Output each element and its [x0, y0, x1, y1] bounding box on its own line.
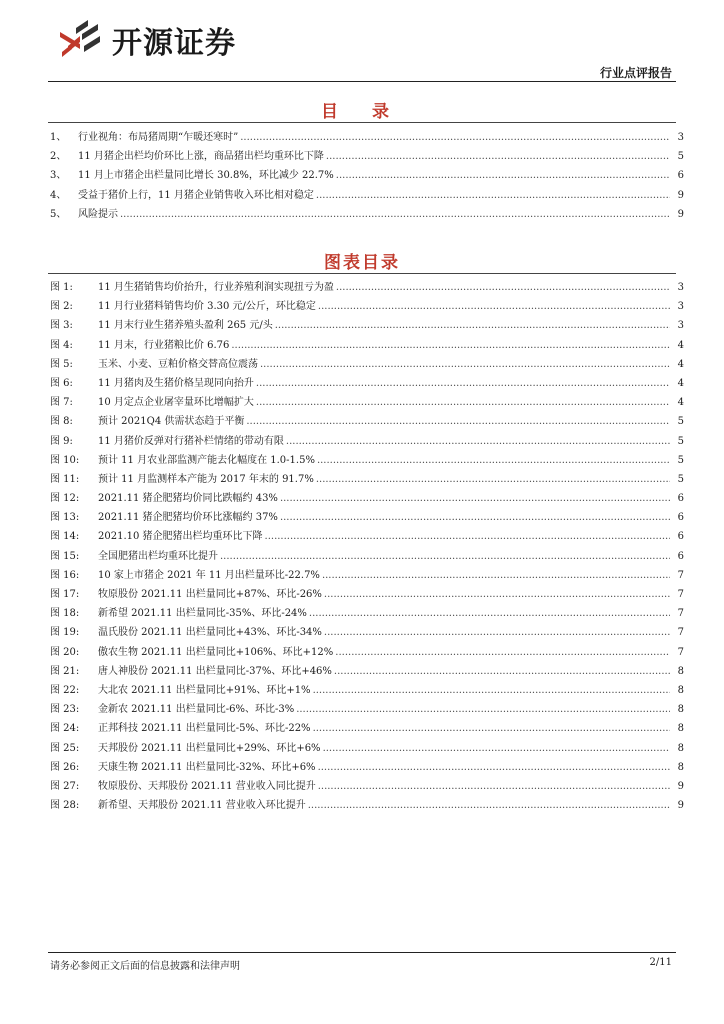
figure-entry[interactable] [50, 451, 684, 470]
figure-entry-page: 9 [677, 800, 684, 812]
figure-entry-number: 图 28: [50, 800, 80, 812]
figure-entry-number: 图 24: [50, 723, 80, 735]
figures-heading-divider [48, 273, 676, 274]
figures-heading: 图表目录 [324, 253, 400, 273]
figure-entry-leader-dots [318, 301, 670, 312]
figure-entry-page: 4 [677, 358, 684, 370]
figure-entry-page: 3 [677, 282, 684, 293]
figure-entry-page: 5 [677, 435, 684, 447]
figure-entry[interactable] [50, 527, 684, 546]
toc-entry-leader-dots [240, 132, 670, 143]
figure-entry-title: 10 月定点企业屠宰量环比增幅扩大 [98, 397, 254, 409]
figure-entry-number: 图 27: [50, 780, 80, 792]
figure-entry-number: 图 14: [50, 531, 80, 543]
figure-entry-title: 正邦科技 2021.11 出栏量同比-5%、环比-22% [98, 723, 311, 735]
figure-entry-page: 7 [677, 569, 684, 581]
toc-entry-page: 3 [677, 132, 684, 143]
figure-entry[interactable] [50, 393, 684, 412]
figure-entry-number: 图 17: [50, 589, 80, 600]
figure-entry-number: 图 12: [50, 493, 80, 505]
figure-entry[interactable] [50, 604, 684, 623]
figure-entry-number: 图 7: [50, 397, 73, 409]
company-logo-icon [58, 18, 104, 62]
figure-entry-title: 10 家上市猪企 2021 年 11 月出栏量环比-22.7% [98, 569, 320, 581]
figure-entry-page: 7 [677, 608, 684, 620]
figure-entry-number: 图 5: [50, 358, 73, 370]
figure-entry-page: 5 [677, 416, 684, 428]
figure-entry-page: 8 [677, 665, 684, 677]
figure-entry[interactable] [50, 374, 684, 393]
figure-entry-title: 大北农 2021.11 出栏量同比+91%、环比+1% [98, 684, 311, 696]
figure-entry-leader-dots [260, 359, 670, 370]
figure-entry-leader-dots [280, 512, 670, 523]
figure-entry[interactable] [50, 623, 684, 642]
figure-entry-page: 9 [677, 780, 684, 792]
toc-heading-divider [48, 122, 676, 123]
figure-entry-page: 4 [677, 377, 684, 389]
figure-entry-number: 图 1: [50, 282, 73, 293]
toc-entry-title: 11 月上市猪企出栏量同比增长 30.8%，环比减少 22.7% [78, 170, 334, 182]
figure-entry-page: 8 [677, 761, 684, 773]
figure-entry[interactable] [50, 585, 684, 604]
figure-entry-page: 5 [677, 473, 684, 485]
figure-entry-leader-dots [265, 531, 670, 542]
figures-list [50, 278, 684, 815]
toc-entry-leader-dots [326, 151, 670, 162]
figure-entry[interactable] [50, 777, 684, 796]
toc-entry[interactable] [50, 166, 684, 185]
figure-entry-leader-dots [286, 436, 670, 447]
figure-entry-number: 图 21: [50, 665, 80, 677]
toc-entry-number: 2、 [50, 151, 67, 163]
figure-entry-number: 图 11: [50, 473, 80, 485]
toc-list [50, 128, 684, 224]
figure-entry-page: 8 [677, 704, 684, 716]
figure-entry-title: 11 月末行业生猪养殖头盈利 265 元/头 [98, 320, 273, 332]
figure-entry[interactable] [50, 336, 684, 355]
figure-entry-number: 图 9: [50, 435, 73, 447]
figure-entry-leader-dots [220, 551, 670, 562]
figure-entry[interactable] [50, 681, 684, 700]
toc-entry-page: 9 [677, 208, 684, 220]
toc-entry-title: 11 月猪企出栏均价环比上涨，商品猪出栏均重环比下降 [78, 151, 324, 163]
figure-entry-title: 牧原股份、天邦股份 2021.11 营业收入同比提升 [98, 780, 316, 792]
figure-entry[interactable] [50, 316, 684, 335]
figure-entry[interactable] [50, 278, 684, 297]
figure-entry-page: 8 [677, 684, 684, 696]
figure-entry[interactable] [50, 758, 684, 777]
figure-entry-page: 5 [677, 454, 684, 466]
figure-entry[interactable] [50, 489, 684, 508]
toc-entry[interactable] [50, 147, 684, 166]
figure-entry-leader-dots [246, 416, 670, 427]
figure-entry-leader-dots [313, 723, 670, 734]
toc-entry-leader-dots [336, 170, 670, 181]
toc-entry-title: 行业视角：布局猪周期“乍暖还寒时” [78, 132, 239, 143]
figure-entry-title: 温氏股份 2021.11 出栏量同比+43%、环比-34% [98, 627, 322, 639]
figure-entry-leader-dots [280, 493, 670, 504]
figure-entry[interactable] [50, 508, 684, 527]
figure-entry[interactable] [50, 355, 684, 374]
figure-entry-number: 图 18: [50, 608, 80, 620]
figure-entry[interactable] [50, 796, 684, 815]
figure-entry-page: 6 [677, 531, 684, 543]
toc-entry-page: 5 [677, 151, 684, 163]
figure-entry-leader-dots [256, 378, 670, 389]
toc-entry-leader-dots [120, 209, 670, 220]
figure-entry[interactable] [50, 700, 684, 719]
figure-entry[interactable] [50, 412, 684, 431]
toc-entry-title: 风险提示 [78, 208, 118, 220]
figure-entry-title: 天邦股份 2021.11 出栏量同比+29%、环比+6% [98, 742, 321, 754]
figure-entry-leader-dots [313, 685, 670, 696]
header-divider [48, 81, 676, 82]
figure-entry-page: 6 [677, 493, 684, 505]
figure-entry-leader-dots [308, 800, 670, 811]
figure-entry-number: 图 16: [50, 569, 80, 581]
figure-entry-title: 预计 2021Q4 供需状态趋于平衡 [98, 416, 245, 428]
figure-entry-leader-dots [336, 282, 670, 293]
figure-entry-title: 新希望 2021.11 出栏量同比-35%、环比-24% [98, 608, 307, 620]
figure-entry-page: 6 [677, 512, 684, 524]
figure-entry-title: 预计 11 月监测样本产能为 2017 年末的 91.7% [98, 473, 314, 485]
figure-entry-title: 11 月末，行业猪粮比价 6.76 [98, 339, 230, 351]
figure-entry-leader-dots [324, 627, 670, 638]
figure-entry-title: 牧原股份 2021.11 出栏量同比+87%、环比-26% [98, 589, 322, 600]
figure-entry-page: 3 [677, 320, 684, 332]
figure-entry-number: 图 6: [50, 377, 73, 389]
toc-entry-number: 1、 [50, 132, 67, 143]
toc-entry-number: 4、 [50, 189, 67, 201]
figure-entry-number: 图 8: [50, 416, 73, 428]
figure-entry-title: 新希望、天邦股份 2021.11 营业收入环比提升 [98, 800, 306, 812]
figure-entry[interactable] [50, 643, 684, 662]
figure-entry[interactable] [50, 297, 684, 316]
figure-entry-number: 图 2: [50, 301, 73, 313]
figure-entry-page: 4 [677, 339, 684, 351]
figure-entry[interactable] [50, 719, 684, 738]
figure-entry-leader-dots [309, 608, 670, 619]
figure-entry-number: 图 15: [50, 550, 80, 562]
figure-entry-number: 图 23: [50, 704, 80, 716]
footer-divider [48, 952, 676, 953]
figure-entry-leader-dots [323, 743, 670, 754]
figure-entry[interactable] [50, 739, 684, 758]
figure-entry-title: 11 月生猪销售均价抬升，行业养殖利润实现扭亏为盈 [98, 282, 334, 293]
figure-entry-title: 唐人神股份 2021.11 出栏量同比-37%、环比+46% [98, 665, 332, 677]
toc-entry-page: 6 [677, 170, 684, 182]
figure-entry[interactable] [50, 432, 684, 451]
figure-entry-number: 图 3: [50, 320, 73, 332]
figure-entry[interactable] [50, 470, 684, 489]
figure-entry-number: 图 13: [50, 512, 80, 524]
figure-entry-leader-dots [275, 320, 670, 331]
figure-entry-leader-dots [318, 762, 670, 773]
toc-entry[interactable] [50, 186, 684, 205]
figure-entry-title: 2021.11 猪企肥猪均价同比跌幅约 43% [98, 493, 278, 505]
toc-entry-title: 受益于猪价上行，11 月猪企业销售收入环比相对稳定 [78, 189, 314, 201]
figure-entry[interactable] [50, 662, 684, 681]
figure-entry-leader-dots [296, 704, 670, 715]
figure-entry-leader-dots [231, 340, 670, 351]
figure-entry-page: 7 [677, 646, 684, 658]
figure-entry-number: 图 25: [50, 742, 80, 754]
figure-entry-page: 4 [677, 397, 684, 409]
figure-entry-title: 傲农生物 2021.11 出栏量同比+106%、环比+12% [98, 646, 334, 658]
figure-entry[interactable] [50, 566, 684, 585]
toc-entry-number: 5、 [50, 208, 67, 220]
figure-entry-leader-dots [324, 589, 670, 600]
figure-entry-title: 金新农 2021.11 出栏量同比-6%、环比-3% [98, 704, 295, 716]
report-type: 行业点评报告 [599, 66, 672, 80]
toc-entry-number: 3、 [50, 170, 67, 182]
figure-entry-leader-dots [317, 455, 670, 466]
figure-entry-title: 天康生物 2021.11 出栏量同比-32%、环比+6% [98, 761, 316, 773]
page-number: 2/11 [649, 957, 672, 968]
figure-entry-leader-dots [318, 781, 670, 792]
figure-entry-page: 8 [677, 742, 684, 754]
toc-entry[interactable] [50, 205, 684, 224]
toc-entry-page: 9 [677, 189, 684, 201]
figure-entry-title: 全国肥猪出栏均重环比提升 [98, 550, 218, 562]
toc-heading: 目 录 [321, 102, 403, 122]
footer-disclaimer: 请务必参阅正文后面的信息披露和法律声明 [50, 961, 240, 972]
figure-entry-title: 玉米、小麦、豆粕价格交替高位震荡 [98, 358, 258, 370]
figure-entry-page: 7 [677, 589, 684, 600]
figure-entry-number: 图 26: [50, 761, 80, 773]
figure-entry-number: 图 19: [50, 627, 80, 639]
figure-entry-title: 11 月猪肉及生猪价格呈现同向抬升 [98, 377, 254, 389]
figure-entry-number: 图 20: [50, 646, 80, 658]
figure-entry-page: 3 [677, 301, 684, 313]
figure-entry-title: 2021.10 猪企肥猪出栏均重环比下降 [98, 531, 263, 543]
figure-entry-number: 图 4: [50, 339, 73, 351]
figure-entry-title: 11 月猪价反弹对行猪补栏情绪的带动有限 [98, 435, 284, 447]
figure-entry-title: 2021.11 猪企肥猪均价环比涨幅约 37% [98, 512, 278, 524]
company-name: 开源证券 [112, 26, 236, 61]
figure-entry-leader-dots [316, 474, 670, 485]
figure-entry-leader-dots [322, 570, 670, 581]
figure-entry-leader-dots [335, 647, 670, 658]
toc-entry-leader-dots [316, 190, 670, 201]
figure-entry-number: 图 22: [50, 684, 80, 696]
figure-entry-leader-dots [256, 397, 670, 408]
figure-entry-title: 11 月行业猪料销售均价 3.30 元/公斤，环比稳定 [98, 301, 316, 313]
toc-entry[interactable] [50, 128, 684, 147]
figure-entry-number: 图 10: [50, 454, 80, 466]
figure-entry-page: 6 [677, 550, 684, 562]
figure-entry-title: 预计 11 月农业部监测产能去化幅度在 1.0-1.5% [98, 454, 315, 466]
figure-entry-page: 7 [677, 627, 684, 639]
company-logo [58, 18, 236, 62]
figure-entry-leader-dots [334, 666, 670, 677]
figure-entry[interactable] [50, 547, 684, 566]
figure-entry-page: 8 [677, 723, 684, 735]
